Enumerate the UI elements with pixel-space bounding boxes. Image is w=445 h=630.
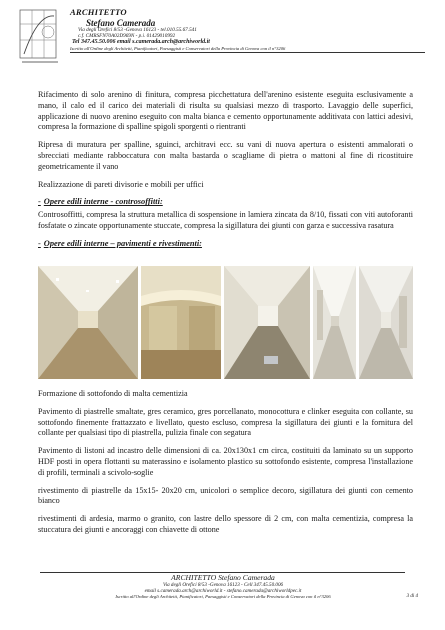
- letterhead-text: [70, 8, 430, 53]
- architect-logo-icon: [18, 6, 62, 64]
- footer: [28, 574, 418, 600]
- paragraph-muratura: Ripresa di muratura per spalline, sguinci, architravi ecc. su vani di nuova apertura o esistenti ammalorati o sbrecciati mediante rabboccatura con malta bastarda o scagliame di pietra o mattoni al fine di ricostituire geometricamente il vano: [38, 140, 413, 171]
- footer-name: ARCHITETTO Stefano Camerada: [171, 573, 275, 582]
- paragraph-listoni: Pavimento di listoni ad incastro delle dimensioni di ca. 20x130x1 cm circa, costituiti da laminato su un supporto HDF posti in opera flottanti su materassino e isolamento plastico su sottofondo esistente, compresa l'installazione di profili, terminali a scivolo-soglie: [38, 446, 413, 477]
- photo-strip: [38, 266, 413, 379]
- photo-corridor-2: [224, 266, 310, 379]
- section-title-controsoffitti: - Opere edili interne - controsoffitti:: [38, 197, 163, 207]
- document-body-bottom: [38, 389, 413, 543]
- header-tax-codes: c.f. CMRSFN70A02D969N - p.i. 01429010992: [78, 32, 176, 39]
- paragraph-controsoffitti: Controsoffitti, compresa la struttura metallica di sospensione in lamiera zincata da 8/10, fissati con viti autoforanti fosfatate o zincate opportunamente stuccate, compresa la sigillatura dei giunti con garza e successiva rasatura: [38, 210, 413, 231]
- photo-hallway-end: [359, 266, 413, 379]
- photo-room-1: [141, 266, 221, 379]
- paragraph-piastrelle: Pavimento di piastrelle smaltate, gres ceramico, gres porcellanato, monocottura e clinker eseguita con collante, su sottofondo finemente frattazzato e livellato, questo escluso, compresa la sigillatura dei giunti e la fornitura del collante per qualsiasi tipo di piastrella, pulizia finale con segatura: [38, 406, 413, 438]
- paragraph-arenino: Rifacimento di solo arenino di finitura, compresa picchettatura dell'arenino esistente eseguita esclusivamente a mano, il calo ed il carico dei materiali di risulta su qualsiasi mezzo di trasporto. Lavaggio delle superfici, applicazione di nuovo arenino eseguito con malta bianca e cemento opportunamente additivata con lattici adesivi, compresa la formazione di spalline spigoli sporgenti o rientranti: [38, 90, 413, 132]
- paragraph-rivestimento-piastrelle: rivestimento di piastrelle da 15x15- 20x20 cm, unicolori o semplice decoro, sigillatura dei giunti con cemento bianco: [38, 485, 413, 506]
- photo-corridor-1: [38, 266, 138, 379]
- header-name: Stefano Camerada: [86, 17, 156, 28]
- header-registration: Iscritto all'Ordine degli Architetti, Pianificatori, Paesaggisti e Conservatori della Provincia di Genova con il n°3206: [70, 46, 425, 53]
- paragraph-sottofondo: Formazione di sottofondo di malta cementizia: [38, 389, 188, 398]
- header-profession: ARCHITETTO: [70, 7, 127, 17]
- paragraph-rivestimento-ardesia: rivestimenti di ardesia, marmo o granito, con lastre dello spessore di 2 cm, con malta cementizia, compresa la stuccatura dei giunti e ancoraggi con chiavette di ottone: [38, 514, 413, 534]
- paragraph-pareti: Realizzazione di pareti divisorie e mobili per uffici: [38, 179, 204, 189]
- photo-hallway-narrow: [313, 266, 356, 379]
- footer-emails: email s.camerada.arch@archiworld.it - stefano.camerada@archiworldpec.it: [144, 587, 302, 594]
- letterhead: [18, 6, 428, 68]
- section-title-pavimenti: - Opere edili interne – pavimenti e rivestimenti:: [38, 238, 202, 248]
- header-contacts: Tel 347.45.50.006 email s.camerada.arch@archiworld.it: [72, 39, 210, 46]
- footer-address: Via degli Orefici 8/53 -Genova 16123 - Cell 347.45.50.006: [162, 581, 284, 588]
- page-number: 3 di 4: [406, 593, 418, 599]
- header-address: Via degli Orefici 8/53 -Genova 16123 - tel.010.55.67.541: [78, 26, 197, 33]
- document-body-top: [38, 90, 413, 252]
- footer-registration: Iscritto all'Ordine degli Architetti, Pianificatori, Paesaggisti e Conservatori della Provincia di Genova con il n°3206: [115, 594, 331, 600]
